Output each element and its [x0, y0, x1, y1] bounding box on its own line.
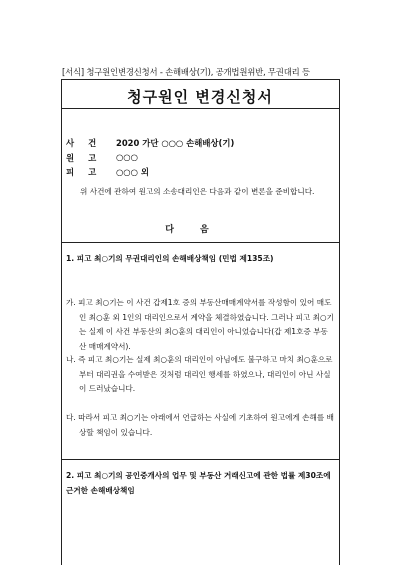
section-1-title: 1. 피고 최○기의 무권대리인의 손해배상책임 (민법 제135조) — [66, 254, 274, 263]
case-field — [66, 137, 235, 149]
case-value: 2020 가단 ○○○ 손해배상(기) — [116, 138, 235, 148]
document-title: 청구원인 변경신청서 — [127, 88, 273, 106]
defendant-label: 피고 — [66, 167, 111, 177]
defendant-value: ○○○ 외 — [116, 167, 149, 177]
section-1-item-na: 나. 즉 피고 최○기는 실제 최○훈의 대리인이 아님에도 불구하고 마치 최○훈으로부터 대리권을 수여받은 것처럼 대리인 행세를 하였으나, 대리인이 아닌 사실이 드러났습니다. — [66, 355, 333, 393]
section-divider — [61, 459, 340, 460]
plaintiff-field — [66, 152, 138, 164]
plaintiff-label: 원고 — [66, 153, 111, 163]
section-1-item-da: 다. 따라서 피고 최○기는 아래에서 언급하는 사실에 기초하여 원고에게 손해를 배상할 책임이 있습니다. — [66, 413, 334, 437]
heading-divider — [61, 242, 340, 243]
section-2-title: 2. 피고 최○기의 공인중개사의 업무 및 부동산 거래신고에 관한 법률 제30조에 근거한 손해배상책임 — [66, 471, 331, 495]
title-divider — [61, 108, 340, 109]
section-1-item-ga: 가. 피고 최○기는 이 사건 갑제1호 증의 부동산매매계약서를 작성함이 있어 매도인 최○훈 외 1인의 대리인으로서 계약을 체결하였습니다. 그러나 피고 최○기는 실제 이 사건 부동산의 최○훈의 대리인이 아니었습니다(갑 제1호증 부동산 매매계약서). — [66, 298, 334, 351]
section-heading: 다음 — [165, 225, 235, 235]
defendant-field — [66, 166, 149, 178]
form-header: [서식] 청구원인변경신청서 - 손해배상(기), 공개법원위반, 무권대리 등 — [62, 67, 310, 77]
case-label: 사건 — [66, 138, 111, 148]
plaintiff-value: ○○○ — [116, 152, 138, 162]
intro-paragraph: 위 사건에 관하여 원고의 소송대리인은 다음과 같이 변론을 준비합니다. — [80, 187, 315, 196]
